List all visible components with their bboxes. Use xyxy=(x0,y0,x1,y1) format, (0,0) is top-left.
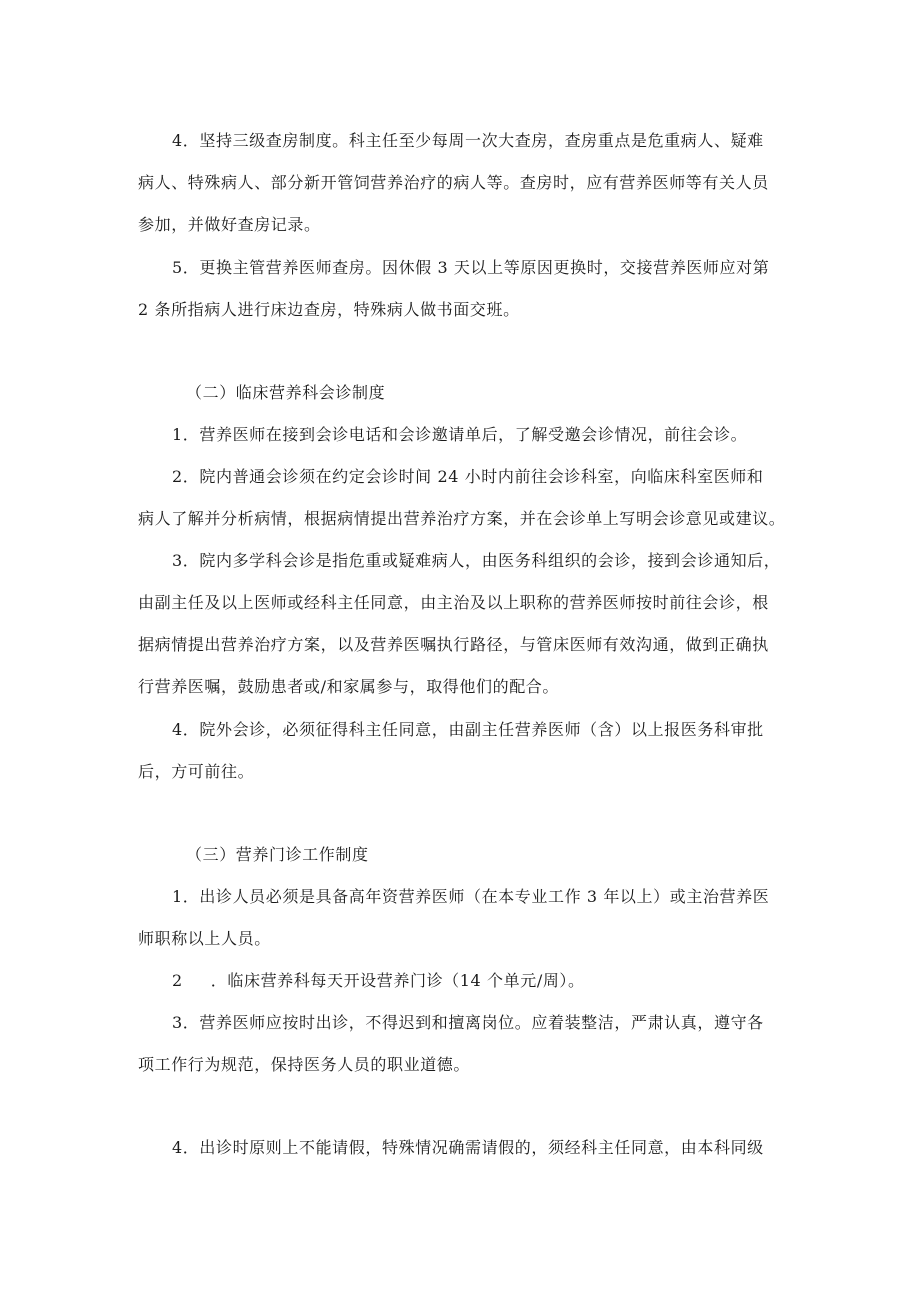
paragraph-line: 行营养医嘱，鼓励患者或/和家属参与，取得他们的配合。 xyxy=(138,677,559,696)
paragraph-line: 5．更换主管营养医师查房。因休假 3 天以上等原因更换时，交接营养医师应对第 xyxy=(172,258,770,277)
paragraph-line: 4．坚持三级查房制度。科主任至少每周一次大查房，查房重点是危重病人、疑难 xyxy=(172,131,764,150)
item-text: ．临床营养科每天开设营养门诊（14 个单元/周）。 xyxy=(210,971,585,990)
paragraph-line: 3．院内多学科会诊是指危重或疑难病人，由医务科组织的会诊，接到会诊通知后， xyxy=(172,551,781,570)
section-heading: （二）临床营养科会诊制度 xyxy=(186,383,386,402)
paragraph-line: 由副主任及以上医师或经科主任同意，由主治及以上职称的营养医师按时前往会诊，根 xyxy=(138,593,769,612)
paragraph-line: 据病情提出营养治疗方案，以及营养医嘱执行路径，与管床医师有效沟通，做到正确执 xyxy=(138,635,769,654)
item-number: 2 xyxy=(172,971,183,990)
paragraph-line: 后，方可前往。 xyxy=(138,762,255,781)
paragraph-line: 2．院内普通会诊须在约定会诊时间 24 小时内前往会诊科室，向临床科室医师和 xyxy=(172,467,764,486)
paragraph-line: 参加，并做好查房记录。 xyxy=(138,215,321,234)
paragraph-line: 3．营养医师应按时出诊，不得迟到和擅离岗位。应着装整洁，严肃认真，遵守各 xyxy=(172,1013,764,1032)
paragraph-line: 1．营养医师在接到会诊电话和会诊邀请单后，了解受邀会诊情况，前往会诊。 xyxy=(172,425,748,444)
paragraph-line: 病人了解并分析病情，根据病情提出营养治疗方案，并在会诊单上写明会诊意见或建议。 xyxy=(138,509,786,528)
paragraph-line: 4．出诊时原则上不能请假，特殊情况确需请假的，须经科主任同意，由本科同级 xyxy=(172,1138,764,1157)
paragraph-line: 1．出诊人员必须是具备高年资营养医师（在本专业工作 3 年以上）或主治营养医 xyxy=(172,887,770,906)
paragraph-line: 师职称以上人员。 xyxy=(138,929,271,948)
paragraph-line: 病人、特殊病人、部分新开管饲营养治疗的病人等。查房时，应有营养医师等有关人员 xyxy=(138,173,769,192)
paragraph-line: 2 条所指病人进行床边查房，特殊病人做书面交班。 xyxy=(138,300,520,319)
section-heading: （三）营养门诊工作制度 xyxy=(186,845,369,864)
paragraph-line: 4．院外会诊，必须征得科主任同意，由副主任营养医师（含）以上报医务科审批 xyxy=(172,720,764,739)
paragraph-line: 项工作行为规范，保持医务人员的职业道德。 xyxy=(138,1055,471,1074)
paragraph-line xyxy=(172,971,822,991)
